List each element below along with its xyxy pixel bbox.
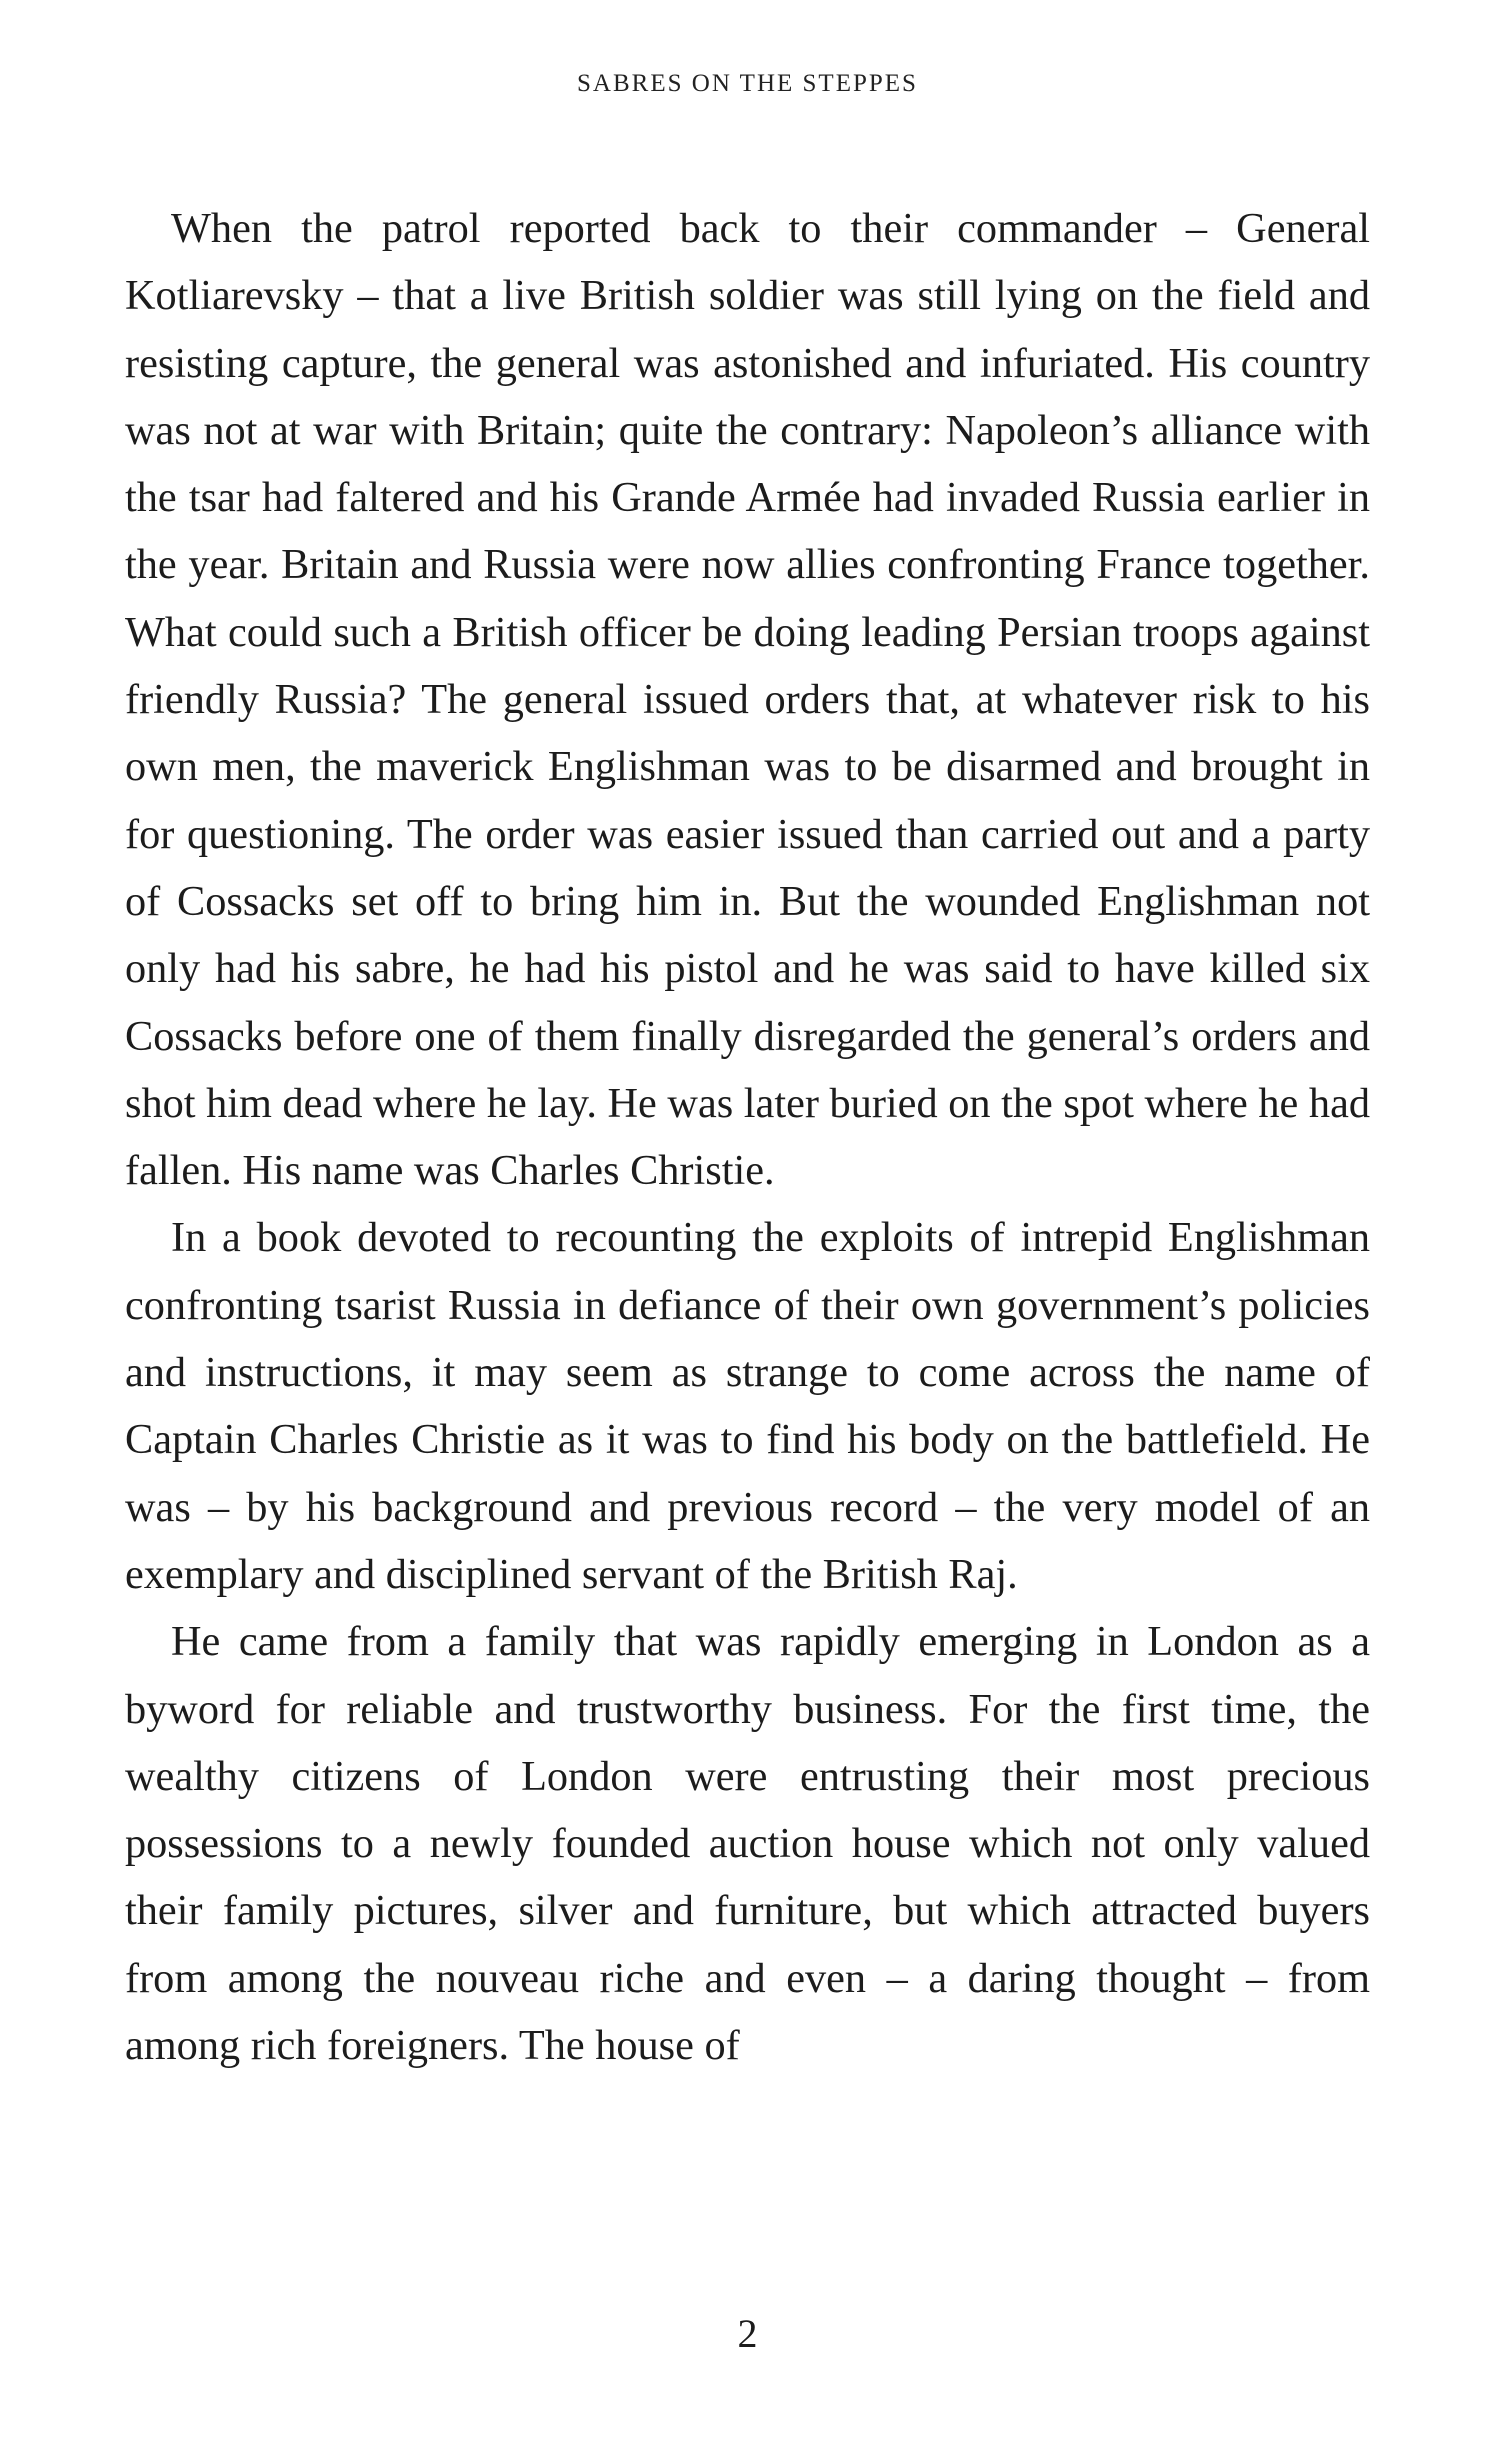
paragraph-1: When the patrol reported back to their commander – General Kotliarevsky – that a live British soldier was still lying on the field and resisting capture, the general was astonished and infuriated. His country was not at war with Britain; quite the contrary: Napoleon’s alliance with the tsar had faltered and his Grande Armée had invaded Russia earlier in the year. Britain and Russia were now allies confronting France together. What could such a British officer be doing leading Persian troops against friendly Russia? The general issued orders that, at whatever risk to his own men, the maverick Englishman was to be disarmed and brought in for questioning. The order was easier issued than carried out and a party of Cossacks set off to bring him in. But the wounded Englishman not only had his sabre, he had his pistol and he was said to have killed six Cossacks before one of them finally disregarded the general’s orders and shot him dead where he lay. He was later buried on the spot where he had fallen. His name was Charles Christie.: [125, 205, 1370, 1195]
body-text: [125, 195, 1370, 2079]
paragraph-3: He came from a family that was rapidly emerging in London as a byword for reliable and trustworthy business. For the first time, the wealthy citizens of London were entrusting their most precious possessions to a newly founded auction house which not only valued their family pictures, silver and furniture, but which attracted buyers from among the nouveau riche and even – a daring thought – from among rich foreigners. The house of: [125, 1618, 1370, 2070]
paragraph-2: In a book devoted to recounting the exploits of intrepid Englishman confronting tsarist Russia in defiance of their own government’s policies and instructions, it may seem as strange to come across the name of Captain Charles Christie as it was to find his body on the battlefield. He was – by his background and previous record – the very model of an exemplary and disciplined servant of the British Raj.: [125, 1214, 1370, 1598]
running-head: SABRES ON THE STEPPES: [577, 70, 918, 97]
page-number: 2: [737, 2311, 758, 2356]
